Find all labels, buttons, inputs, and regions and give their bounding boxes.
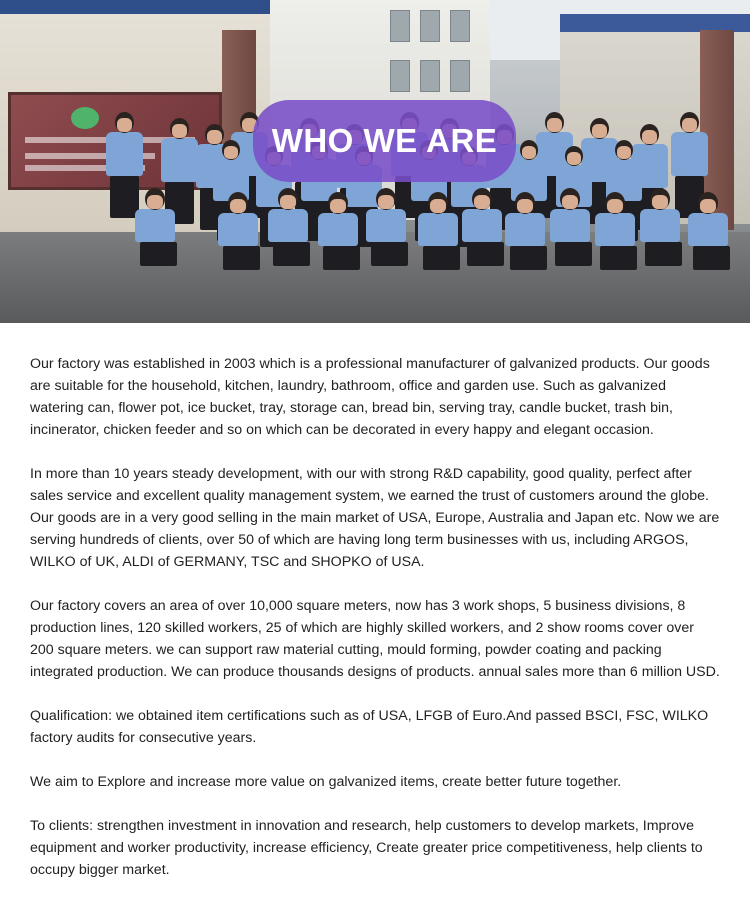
- paragraph-aim: We aim to Explore and increase more value on galvanized items, create better future together.: [30, 774, 622, 790]
- hero-team-photo: [0, 0, 750, 323]
- paragraph-development: In more than 10 years steady development, with our with strong R&D capability, good quality, perfect after sales service and excellent quality management system, we earned the trust of customers around the globe. Our goods are in a very good selling in the main market of USA, Europe, Australia and Japan etc. Now we are serving hundreds of clients, over 50 of which are having long term businesses with us, including ARGOS, WILKO of UK, ALDI of GERMANY, TSC and SHOPKO of USA.: [30, 466, 720, 570]
- paragraph-facilities: Our factory covers an area of over 10,000 square meters, now has 3 work shops, 5 business divisions, 8 production lines, 120 skilled workers, 25 of which are highly skilled workers, and 2 show rooms cover over 200 square meters. we can support raw material cutting, mould forming, powder coating and packing integrated production. We can produce thousands designs of products. annual sales more than 6 million USD.: [30, 598, 720, 680]
- paragraph-to-clients: To clients: strengthen investment in innovation and research, help customers to develop markets, Improve equipment and worker productivity, increase efficiency, Create greater price competitiveness, help clients to occupy bigger market.: [30, 818, 703, 878]
- paragraph-history: Our factory was established in 2003 which is a professional manufacturer of galvanized products. Our goods are suitable for the household, kitchen, laundry, bathroom, office and garden use. Such as galvanized watering can, flower pot, ice bucket, tray, storage can, bread bin, serving tray, candle bucket, trash bin, incinerator, chicken feeder and so on which can be decorated in every happy and elegant occasion.: [30, 356, 710, 438]
- about-content: [0, 323, 750, 881]
- title-banner: [253, 100, 516, 182]
- company-logo-icon: [71, 107, 99, 129]
- paragraph-qualification: Qualification: we obtained item certifications such as of USA, LFGB of Euro.And passed BSCI, FSC, WILKO factory audits for consecutive years.: [30, 708, 709, 746]
- page-title: WHO WE ARE: [271, 122, 498, 159]
